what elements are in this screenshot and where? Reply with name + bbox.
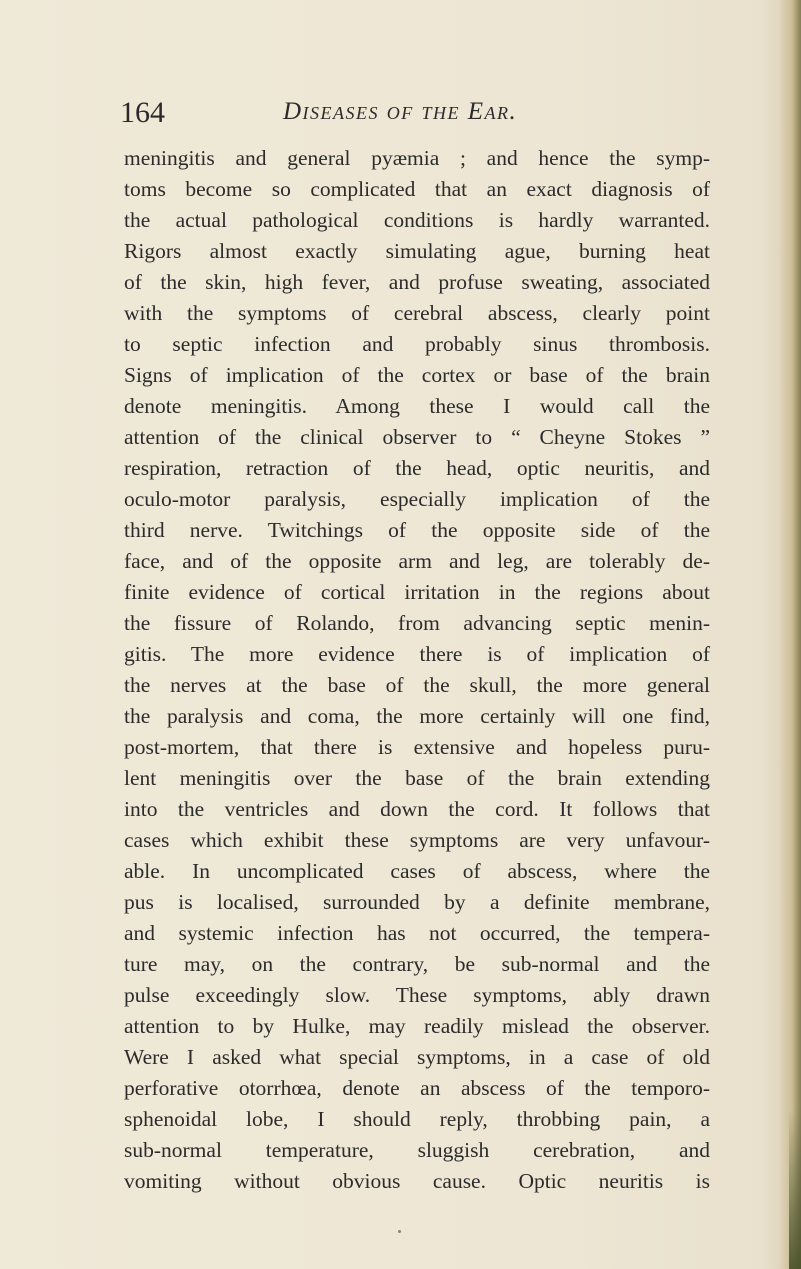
text-line: with the symptoms of cerebral abscess, clearly point (124, 301, 710, 325)
text-line: cases which exhibit these symptoms are very unfavour- (124, 828, 710, 852)
text-line: perforative otorrhœa, denote an abscess of the temporo- (124, 1076, 710, 1100)
text-line: pus is localised, surrounded by a definite membrane, (124, 890, 710, 914)
text-line: post-mortem, that there is extensive and hopeless puru- (124, 735, 710, 759)
text-line: and systemic infection has not occurred, the tempera- (124, 921, 710, 945)
text-line: respiration, retraction of the head, optic neuritis, and (124, 456, 710, 480)
text-line: toms become so complicated that an exact diagnosis of (124, 177, 710, 201)
page-edge-stain (789, 1109, 801, 1269)
text-line: meningitis and general pyæmia ; and hence the symp- (124, 146, 710, 170)
text-line: Rigors almost exactly simulating ague, burning heat (124, 239, 710, 263)
running-head: Diseases of the Ear. (283, 98, 518, 125)
text-line: into the ventricles and down the cord. It follows that (124, 797, 710, 821)
text-line: attention to by Hulke, may readily mislead the observer. (124, 1014, 710, 1038)
text-line: sphenoidal lobe, I should reply, throbbing pain, a (124, 1107, 710, 1131)
paper-speck (398, 1230, 401, 1233)
text-line: vomiting without obvious cause. Optic neuritis is (124, 1169, 710, 1193)
page-header (0, 92, 801, 132)
text-line: attention of the clinical observer to “ Cheyne Stokes ” (124, 425, 710, 449)
text-line: the fissure of Rolando, from advancing septic menin- (124, 611, 710, 635)
text-line: face, and of the opposite arm and leg, are tolerably de- (124, 549, 710, 573)
body-text (124, 143, 710, 1197)
text-line: to septic infection and probably sinus thrombosis. (124, 332, 710, 356)
text-line: of the skin, high fever, and profuse sweating, associated (124, 270, 710, 294)
text-line: lent meningitis over the base of the brain extending (124, 766, 710, 790)
text-line: finite evidence of cortical irritation in the regions about (124, 580, 710, 604)
text-line: Were I asked what special symptoms, in a case of old (124, 1045, 710, 1069)
text-line: sub-normal temperature, sluggish cerebration, and (124, 1138, 710, 1162)
text-line: gitis. The more evidence there is of implication of (124, 642, 710, 666)
page-edge-shadow (779, 0, 801, 1269)
text-line: the nerves at the base of the skull, the more general (124, 673, 710, 697)
text-line: third nerve. Twitchings of the opposite side of the (124, 518, 710, 542)
text-line: the actual pathological conditions is hardly warranted. (124, 208, 710, 232)
text-line: ture may, on the contrary, be sub-normal and the (124, 952, 710, 976)
text-line: able. In uncomplicated cases of abscess, where the (124, 859, 710, 883)
text-line: oculo-motor paralysis, especially implication of the (124, 487, 710, 511)
text-line: pulse exceedingly slow. These symptoms, ably drawn (124, 983, 710, 1007)
page-number: 164 (120, 96, 165, 129)
text-line: Signs of implication of the cortex or base of the brain (124, 363, 710, 387)
text-line: denote meningitis. Among these I would call the (124, 394, 710, 418)
text-line: the paralysis and coma, the more certainly will one find, (124, 704, 710, 728)
